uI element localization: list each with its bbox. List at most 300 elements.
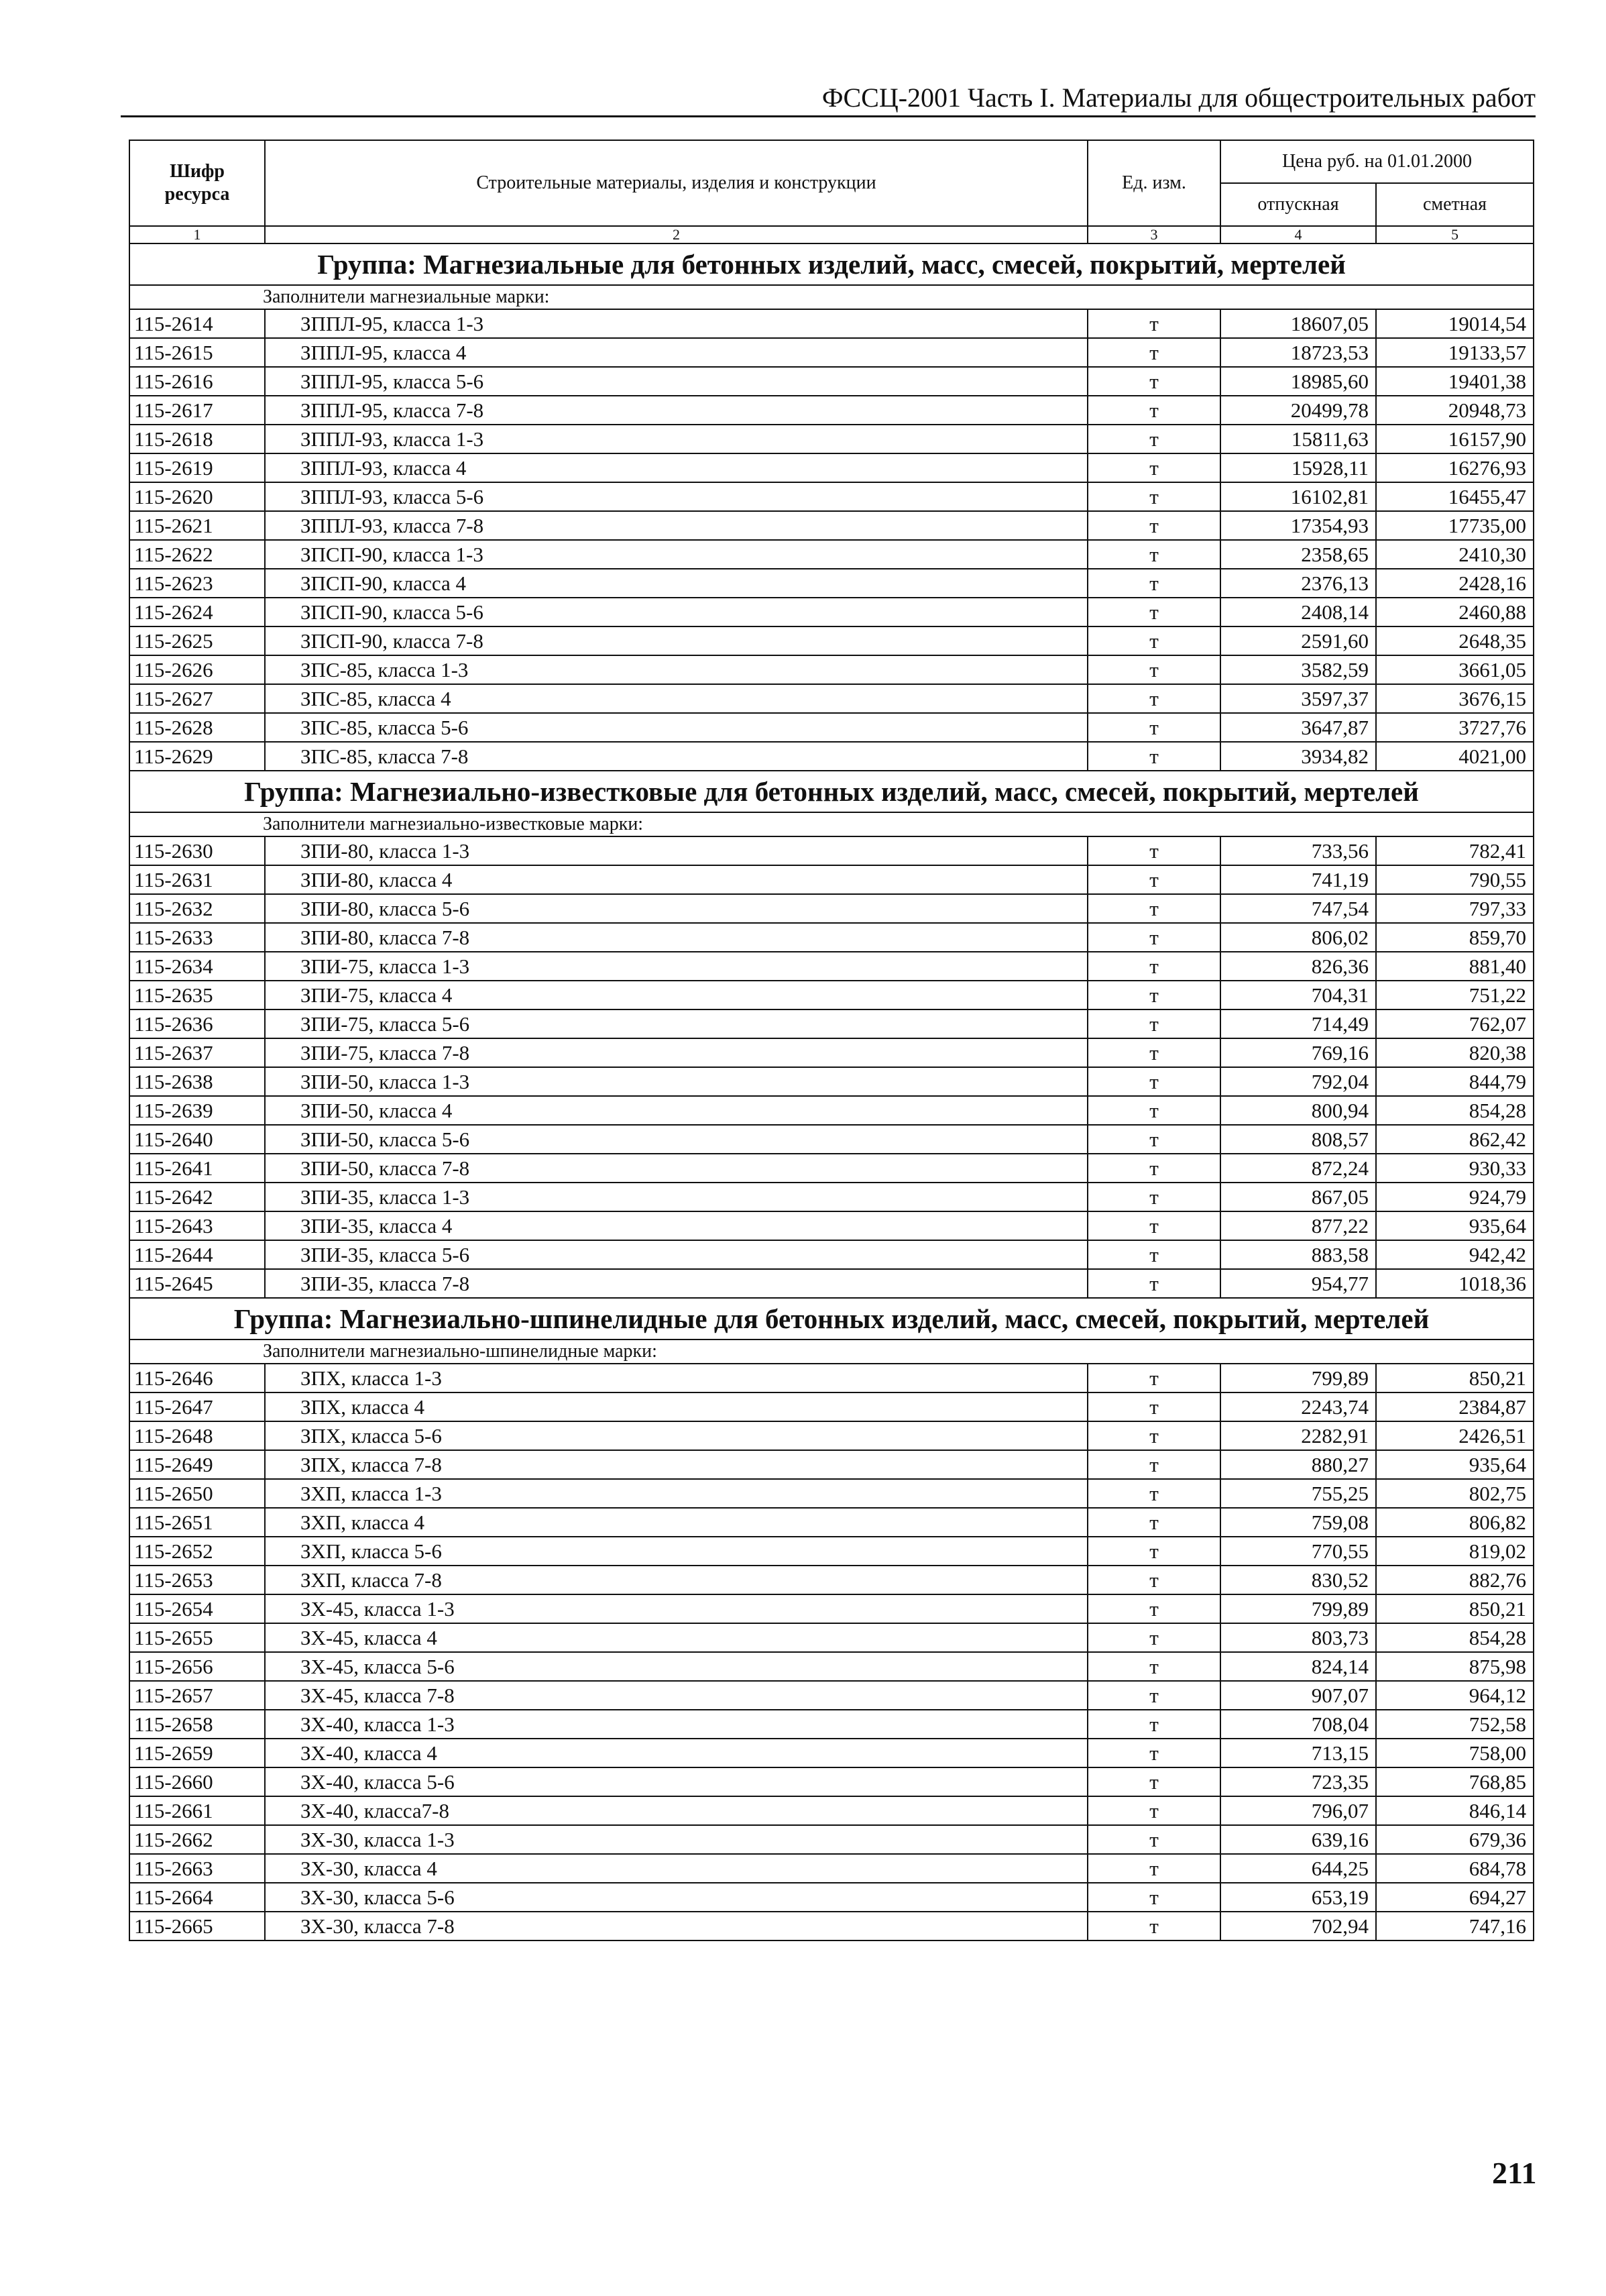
- unit-cell: т: [1088, 1421, 1220, 1450]
- material-name-cell: ЗПС-85, класса 4: [265, 684, 1088, 713]
- unit-cell: т: [1088, 923, 1220, 952]
- unit-cell: т: [1088, 1623, 1220, 1652]
- release-price-cell: 2591,60: [1220, 626, 1376, 655]
- material-name-cell: ЗХ-45, класса 5-6: [265, 1652, 1088, 1681]
- material-name-cell: ЗПСП-90, класса 7-8: [265, 626, 1088, 655]
- release-price-cell: 770,55: [1220, 1537, 1376, 1566]
- release-price-cell: 800,94: [1220, 1096, 1376, 1125]
- estimate-price-cell: 762,07: [1376, 1009, 1534, 1038]
- table-row: [129, 367, 1534, 396]
- table-row: [129, 1067, 1534, 1096]
- estimate-price-cell: 16276,93: [1376, 453, 1534, 482]
- material-name-cell: ЗПИ-35, класса 4: [265, 1211, 1088, 1240]
- release-price-cell: 954,77: [1220, 1269, 1376, 1298]
- unit-cell: т: [1088, 1479, 1220, 1508]
- unit-cell: т: [1088, 1652, 1220, 1681]
- estimate-price-cell: 758,00: [1376, 1739, 1534, 1767]
- table-row: [129, 952, 1534, 981]
- unit-cell: т: [1088, 540, 1220, 569]
- release-price-cell: 714,49: [1220, 1009, 1376, 1038]
- resource-code-cell: 115-2657: [129, 1681, 265, 1710]
- material-name-cell: ЗППЛ-95, класса 1-3: [265, 309, 1088, 338]
- unit-cell: т: [1088, 598, 1220, 626]
- material-name-cell: ЗПИ-75, класса 7-8: [265, 1038, 1088, 1067]
- table-row: [129, 1681, 1534, 1710]
- estimate-price-cell: 935,64: [1376, 1450, 1534, 1479]
- unit-cell: т: [1088, 1825, 1220, 1854]
- resource-code-cell: 115-2650: [129, 1479, 265, 1508]
- table-row: [129, 1125, 1534, 1154]
- table-row: [129, 598, 1534, 626]
- unit-cell: т: [1088, 1183, 1220, 1211]
- release-price-cell: 741,19: [1220, 865, 1376, 894]
- resource-code-cell: 115-2639: [129, 1096, 265, 1125]
- material-name-cell: ЗПИ-35, класса 7-8: [265, 1269, 1088, 1298]
- release-price-cell: 723,35: [1220, 1767, 1376, 1796]
- table-row: [129, 1623, 1534, 1652]
- resource-code-cell: 115-2619: [129, 453, 265, 482]
- resource-code-cell: 115-2640: [129, 1125, 265, 1154]
- table-row: [129, 1269, 1534, 1298]
- release-price-cell: 2282,91: [1220, 1421, 1376, 1450]
- unit-cell: т: [1088, 894, 1220, 923]
- resource-code-cell: 115-2633: [129, 923, 265, 952]
- table-row: [129, 1652, 1534, 1681]
- table-row: [129, 338, 1534, 367]
- resource-code-cell: 115-2617: [129, 396, 265, 425]
- resource-code-cell: 115-2631: [129, 865, 265, 894]
- estimate-price-cell: 19401,38: [1376, 367, 1534, 396]
- resource-code-cell: 115-2634: [129, 952, 265, 981]
- unit-cell: т: [1088, 1854, 1220, 1883]
- group-subtitle-row: [129, 285, 1534, 309]
- table-row: [129, 1364, 1534, 1392]
- material-name-cell: ЗПХ, класса 7-8: [265, 1450, 1088, 1479]
- unit-cell: т: [1088, 1364, 1220, 1392]
- material-name-cell: ЗПХ, класса 1-3: [265, 1364, 1088, 1392]
- material-name-cell: ЗППЛ-95, класса 5-6: [265, 367, 1088, 396]
- unit-cell: т: [1088, 425, 1220, 453]
- resource-code-cell: 115-2653: [129, 1566, 265, 1594]
- group-subtitle-row: [129, 1340, 1534, 1364]
- material-name-cell: ЗХ-45, класса 1-3: [265, 1594, 1088, 1623]
- release-price-cell: 653,19: [1220, 1883, 1376, 1912]
- estimate-price-cell: 862,42: [1376, 1125, 1534, 1154]
- release-price-cell: 826,36: [1220, 952, 1376, 981]
- release-price-cell: 799,89: [1220, 1594, 1376, 1623]
- table-row: [129, 1154, 1534, 1183]
- release-price-cell: 759,08: [1220, 1508, 1376, 1537]
- table-row: [129, 655, 1534, 684]
- table-row: [129, 453, 1534, 482]
- release-price-cell: 708,04: [1220, 1710, 1376, 1739]
- release-price-cell: 799,89: [1220, 1364, 1376, 1392]
- release-price-cell: 2358,65: [1220, 540, 1376, 569]
- table-row: [129, 1767, 1534, 1796]
- unit-cell: т: [1088, 1796, 1220, 1825]
- unit-cell: т: [1088, 713, 1220, 742]
- table-row: [129, 511, 1534, 540]
- material-name-cell: ЗПСП-90, класса 4: [265, 569, 1088, 598]
- estimate-price-cell: 1018,36: [1376, 1269, 1534, 1298]
- table-row: [129, 1710, 1534, 1739]
- estimate-price-cell: 768,85: [1376, 1767, 1534, 1796]
- release-price-cell: 907,07: [1220, 1681, 1376, 1710]
- resource-code-cell: 115-2630: [129, 836, 265, 865]
- unit-cell: т: [1088, 981, 1220, 1009]
- estimate-price-cell: 16455,47: [1376, 482, 1534, 511]
- release-price-cell: 704,31: [1220, 981, 1376, 1009]
- unit-cell: т: [1088, 1067, 1220, 1096]
- material-name-cell: ЗПИ-50, класса 5-6: [265, 1125, 1088, 1154]
- unit-cell: т: [1088, 684, 1220, 713]
- resource-code-cell: 115-2635: [129, 981, 265, 1009]
- resource-code-cell: 115-2655: [129, 1623, 265, 1652]
- table-row: [129, 626, 1534, 655]
- resource-code-cell: 115-2656: [129, 1652, 265, 1681]
- estimate-price-cell: 850,21: [1376, 1364, 1534, 1392]
- table-row: [129, 1421, 1534, 1450]
- resource-code-cell: 115-2622: [129, 540, 265, 569]
- unit-cell: т: [1088, 511, 1220, 540]
- unit-cell: т: [1088, 1912, 1220, 1940]
- material-name-cell: ЗППЛ-93, класса 5-6: [265, 482, 1088, 511]
- estimate-price-cell: 3661,05: [1376, 655, 1534, 684]
- table-row: [129, 1883, 1534, 1912]
- estimate-price-cell: 935,64: [1376, 1211, 1534, 1240]
- release-price-cell: 796,07: [1220, 1796, 1376, 1825]
- estimate-price-cell: 882,76: [1376, 1566, 1534, 1594]
- unit-cell: т: [1088, 1240, 1220, 1269]
- table-row: [129, 1537, 1534, 1566]
- table-row: [129, 836, 1534, 865]
- group-title: Группа: Магнезиальные для бетонных изделий, масс, смесей, покрытий, мертелей: [129, 243, 1534, 285]
- material-name-cell: ЗПИ-50, класса 7-8: [265, 1154, 1088, 1183]
- running-header: [121, 80, 1536, 117]
- resource-code-cell: 115-2625: [129, 626, 265, 655]
- material-name-cell: ЗПИ-75, класса 1-3: [265, 952, 1088, 981]
- estimate-price-cell: 2460,88: [1376, 598, 1534, 626]
- group-subtitle: Заполнители магнезиальные марки:: [129, 285, 1534, 309]
- header-release-price: отпускная: [1220, 183, 1376, 226]
- estimate-price-cell: 859,70: [1376, 923, 1534, 952]
- resource-code-cell: 115-2652: [129, 1537, 265, 1566]
- page-number: 211: [1492, 2156, 1537, 2190]
- unit-cell: т: [1088, 338, 1220, 367]
- unit-cell: т: [1088, 1154, 1220, 1183]
- unit-cell: т: [1088, 367, 1220, 396]
- resource-code-cell: 115-2651: [129, 1508, 265, 1537]
- resource-code-cell: 115-2614: [129, 309, 265, 338]
- unit-cell: т: [1088, 952, 1220, 981]
- estimate-price-cell: 747,16: [1376, 1912, 1534, 1940]
- estimate-price-cell: 942,42: [1376, 1240, 1534, 1269]
- resource-code-cell: 115-2623: [129, 569, 265, 598]
- estimate-price-cell: 819,02: [1376, 1537, 1534, 1566]
- unit-cell: т: [1088, 309, 1220, 338]
- resource-code-cell: 115-2664: [129, 1883, 265, 1912]
- group-subtitle-row: [129, 812, 1534, 836]
- release-price-cell: 872,24: [1220, 1154, 1376, 1183]
- unit-cell: т: [1088, 1009, 1220, 1038]
- group-subtitle: Заполнители магнезиально-известковые марки:: [129, 812, 1534, 836]
- material-name-cell: ЗПС-85, класса 7-8: [265, 742, 1088, 771]
- release-price-cell: 15928,11: [1220, 453, 1376, 482]
- material-name-cell: ЗХ-30, класса 4: [265, 1854, 1088, 1883]
- header-unit: Ед. изм.: [1088, 140, 1220, 226]
- estimate-price-cell: 2384,87: [1376, 1392, 1534, 1421]
- material-name-cell: ЗПХ, класса 4: [265, 1392, 1088, 1421]
- release-price-cell: 18723,53: [1220, 338, 1376, 367]
- column-number: 1: [129, 226, 265, 243]
- release-price-cell: 792,04: [1220, 1067, 1376, 1096]
- resource-code-cell: 115-2618: [129, 425, 265, 453]
- estimate-price-cell: 854,28: [1376, 1623, 1534, 1652]
- resource-code-cell: 115-2646: [129, 1364, 265, 1392]
- resource-code-cell: 115-2644: [129, 1240, 265, 1269]
- resource-code-cell: 115-2627: [129, 684, 265, 713]
- resource-code-cell: 115-2637: [129, 1038, 265, 1067]
- material-name-cell: ЗХ-40, класса 5-6: [265, 1767, 1088, 1796]
- material-name-cell: ЗХ-40, класса 1-3: [265, 1710, 1088, 1739]
- resource-code-cell: 115-2642: [129, 1183, 265, 1211]
- unit-cell: т: [1088, 865, 1220, 894]
- resource-code-cell: 115-2615: [129, 338, 265, 367]
- release-price-cell: 2376,13: [1220, 569, 1376, 598]
- estimate-price-cell: 854,28: [1376, 1096, 1534, 1125]
- resource-code-cell: 115-2638: [129, 1067, 265, 1096]
- material-name-cell: ЗПИ-50, класса 1-3: [265, 1067, 1088, 1096]
- unit-cell: т: [1088, 1096, 1220, 1125]
- table-row: [129, 1096, 1534, 1125]
- table-row: [129, 1854, 1534, 1883]
- estimate-price-cell: 820,38: [1376, 1038, 1534, 1067]
- unit-cell: т: [1088, 1767, 1220, 1796]
- release-price-cell: 16102,81: [1220, 482, 1376, 511]
- material-name-cell: ЗХ-30, класса 5-6: [265, 1883, 1088, 1912]
- group-heading-row: [129, 771, 1534, 812]
- table-row: [129, 1825, 1534, 1854]
- material-name-cell: ЗХП, класса 5-6: [265, 1537, 1088, 1566]
- estimate-price-cell: 19014,54: [1376, 309, 1534, 338]
- table-row: [129, 1739, 1534, 1767]
- estimate-price-cell: 881,40: [1376, 952, 1534, 981]
- table-body: [129, 243, 1534, 1940]
- table-row: [129, 1240, 1534, 1269]
- resource-code-cell: 115-2621: [129, 511, 265, 540]
- column-number: 2: [265, 226, 1088, 243]
- estimate-price-cell: 806,82: [1376, 1508, 1534, 1537]
- unit-cell: т: [1088, 1710, 1220, 1739]
- table-row: [129, 713, 1534, 742]
- header-price-group: Цена руб. на 01.01.2000: [1220, 140, 1534, 183]
- release-price-cell: 639,16: [1220, 1825, 1376, 1854]
- table-row: [129, 540, 1534, 569]
- material-name-cell: ЗПХ, класса 5-6: [265, 1421, 1088, 1450]
- release-price-cell: 2408,14: [1220, 598, 1376, 626]
- price-table: [129, 140, 1534, 1941]
- column-number-row: [129, 226, 1534, 243]
- estimate-price-cell: 797,33: [1376, 894, 1534, 923]
- material-name-cell: ЗХ-40, класса 4: [265, 1739, 1088, 1767]
- resource-code-cell: 115-2647: [129, 1392, 265, 1421]
- material-name-cell: ЗХП, класса 1-3: [265, 1479, 1088, 1508]
- resource-code-cell: 115-2636: [129, 1009, 265, 1038]
- price-table-container: [129, 140, 1533, 1941]
- release-price-cell: 803,73: [1220, 1623, 1376, 1652]
- estimate-price-cell: 930,33: [1376, 1154, 1534, 1183]
- material-name-cell: ЗПС-85, класса 1-3: [265, 655, 1088, 684]
- group-title: Группа: Магнезиально-шпинелидные для бетонных изделий, масс, смесей, покрытий, мертелей: [129, 1298, 1534, 1340]
- table-row: [129, 569, 1534, 598]
- estimate-price-cell: 782,41: [1376, 836, 1534, 865]
- release-price-cell: 808,57: [1220, 1125, 1376, 1154]
- estimate-price-cell: 4021,00: [1376, 742, 1534, 771]
- unit-cell: т: [1088, 453, 1220, 482]
- table-row: [129, 425, 1534, 453]
- release-price-cell: 2243,74: [1220, 1392, 1376, 1421]
- table-row: [129, 894, 1534, 923]
- resource-code-cell: 115-2659: [129, 1739, 265, 1767]
- table-row: [129, 923, 1534, 952]
- release-price-cell: 883,58: [1220, 1240, 1376, 1269]
- resource-code-cell: 115-2645: [129, 1269, 265, 1298]
- estimate-price-cell: 20948,73: [1376, 396, 1534, 425]
- table-row: [129, 1912, 1534, 1940]
- table-row: [129, 1508, 1534, 1537]
- table-row: [129, 1038, 1534, 1067]
- estimate-price-cell: 802,75: [1376, 1479, 1534, 1508]
- table-row: [129, 981, 1534, 1009]
- table-row: [129, 1450, 1534, 1479]
- material-name-cell: ЗХ-45, класса 7-8: [265, 1681, 1088, 1710]
- material-name-cell: ЗПИ-80, класса 1-3: [265, 836, 1088, 865]
- table-row: [129, 684, 1534, 713]
- table-row: [129, 396, 1534, 425]
- release-price-cell: 806,02: [1220, 923, 1376, 952]
- table-row: [129, 1566, 1534, 1594]
- header-name: Строительные материалы, изделия и конструкции: [265, 140, 1088, 226]
- estimate-price-cell: 844,79: [1376, 1067, 1534, 1096]
- material-name-cell: ЗППЛ-93, класса 7-8: [265, 511, 1088, 540]
- resource-code-cell: 115-2643: [129, 1211, 265, 1240]
- material-name-cell: ЗППЛ-95, класса 7-8: [265, 396, 1088, 425]
- unit-cell: т: [1088, 1392, 1220, 1421]
- running-title: ФССЦ-2001 Часть I. Материалы для общестроительных работ: [821, 83, 1536, 113]
- material-name-cell: ЗПИ-75, класса 5-6: [265, 1009, 1088, 1038]
- release-price-cell: 644,25: [1220, 1854, 1376, 1883]
- unit-cell: т: [1088, 1450, 1220, 1479]
- estimate-price-cell: 790,55: [1376, 865, 1534, 894]
- unit-cell: т: [1088, 742, 1220, 771]
- estimate-price-cell: 2428,16: [1376, 569, 1534, 598]
- material-name-cell: ЗПС-85, класса 5-6: [265, 713, 1088, 742]
- group-heading-row: [129, 1298, 1534, 1340]
- material-name-cell: ЗХП, класса 7-8: [265, 1566, 1088, 1594]
- estimate-price-cell: 19133,57: [1376, 338, 1534, 367]
- release-price-cell: 867,05: [1220, 1183, 1376, 1211]
- material-name-cell: ЗПИ-35, класса 1-3: [265, 1183, 1088, 1211]
- column-number: 4: [1220, 226, 1376, 243]
- unit-cell: т: [1088, 1739, 1220, 1767]
- release-price-cell: 18607,05: [1220, 309, 1376, 338]
- estimate-price-cell: 751,22: [1376, 981, 1534, 1009]
- release-price-cell: 733,56: [1220, 836, 1376, 865]
- estimate-price-cell: 684,78: [1376, 1854, 1534, 1883]
- estimate-price-cell: 17735,00: [1376, 511, 1534, 540]
- group-heading-row: [129, 243, 1534, 285]
- unit-cell: т: [1088, 1211, 1220, 1240]
- column-number: 5: [1376, 226, 1534, 243]
- estimate-price-cell: 3727,76: [1376, 713, 1534, 742]
- material-name-cell: ЗППЛ-93, класса 1-3: [265, 425, 1088, 453]
- group-title: Группа: Магнезиально-известковые для бетонных изделий, масс, смесей, покрытий, мертелей: [129, 771, 1534, 812]
- material-name-cell: ЗХ-30, класса 7-8: [265, 1912, 1088, 1940]
- release-price-cell: 20499,78: [1220, 396, 1376, 425]
- unit-cell: т: [1088, 1594, 1220, 1623]
- material-name-cell: ЗХ-30, класса 1-3: [265, 1825, 1088, 1854]
- table-row: [129, 1796, 1534, 1825]
- table-row: [129, 1594, 1534, 1623]
- group-subtitle: Заполнители магнезиально-шпинелидные марки:: [129, 1340, 1534, 1364]
- unit-cell: т: [1088, 626, 1220, 655]
- material-name-cell: ЗПИ-75, класса 4: [265, 981, 1088, 1009]
- material-name-cell: ЗХ-40, класса7-8: [265, 1796, 1088, 1825]
- unit-cell: т: [1088, 1566, 1220, 1594]
- resource-code-cell: 115-2665: [129, 1912, 265, 1940]
- release-price-cell: 15811,63: [1220, 425, 1376, 453]
- unit-cell: т: [1088, 1125, 1220, 1154]
- table-header: [129, 140, 1534, 243]
- table-row: [129, 865, 1534, 894]
- resource-code-cell: 115-2628: [129, 713, 265, 742]
- estimate-price-cell: 2426,51: [1376, 1421, 1534, 1450]
- estimate-price-cell: 846,14: [1376, 1796, 1534, 1825]
- estimate-price-cell: 679,36: [1376, 1825, 1534, 1854]
- release-price-cell: 713,15: [1220, 1739, 1376, 1767]
- unit-cell: т: [1088, 1681, 1220, 1710]
- resource-code-cell: 115-2624: [129, 598, 265, 626]
- estimate-price-cell: 924,79: [1376, 1183, 1534, 1211]
- estimate-price-cell: 3676,15: [1376, 684, 1534, 713]
- resource-code-cell: 115-2660: [129, 1767, 265, 1796]
- resource-code-cell: 115-2616: [129, 367, 265, 396]
- release-price-cell: 769,16: [1220, 1038, 1376, 1067]
- header-estimate-price: сметная: [1376, 183, 1534, 226]
- release-price-cell: 3597,37: [1220, 684, 1376, 713]
- table-row: [129, 1009, 1534, 1038]
- release-price-cell: 3934,82: [1220, 742, 1376, 771]
- resource-code-cell: 115-2626: [129, 655, 265, 684]
- material-name-cell: ЗПИ-35, класса 5-6: [265, 1240, 1088, 1269]
- material-name-cell: ЗПИ-50, класса 4: [265, 1096, 1088, 1125]
- unit-cell: т: [1088, 1883, 1220, 1912]
- release-price-cell: 702,94: [1220, 1912, 1376, 1940]
- material-name-cell: ЗХ-45, класса 4: [265, 1623, 1088, 1652]
- resource-code-cell: 115-2662: [129, 1825, 265, 1854]
- table-row: [129, 742, 1534, 771]
- estimate-price-cell: 694,27: [1376, 1883, 1534, 1912]
- release-price-cell: 747,54: [1220, 894, 1376, 923]
- header-code: Шифр ресурса: [129, 140, 265, 226]
- table-row: [129, 482, 1534, 511]
- resource-code-cell: 115-2629: [129, 742, 265, 771]
- estimate-price-cell: 875,98: [1376, 1652, 1534, 1681]
- estimate-price-cell: 16157,90: [1376, 425, 1534, 453]
- release-price-cell: 824,14: [1220, 1652, 1376, 1681]
- estimate-price-cell: 850,21: [1376, 1594, 1534, 1623]
- table-row: [129, 1211, 1534, 1240]
